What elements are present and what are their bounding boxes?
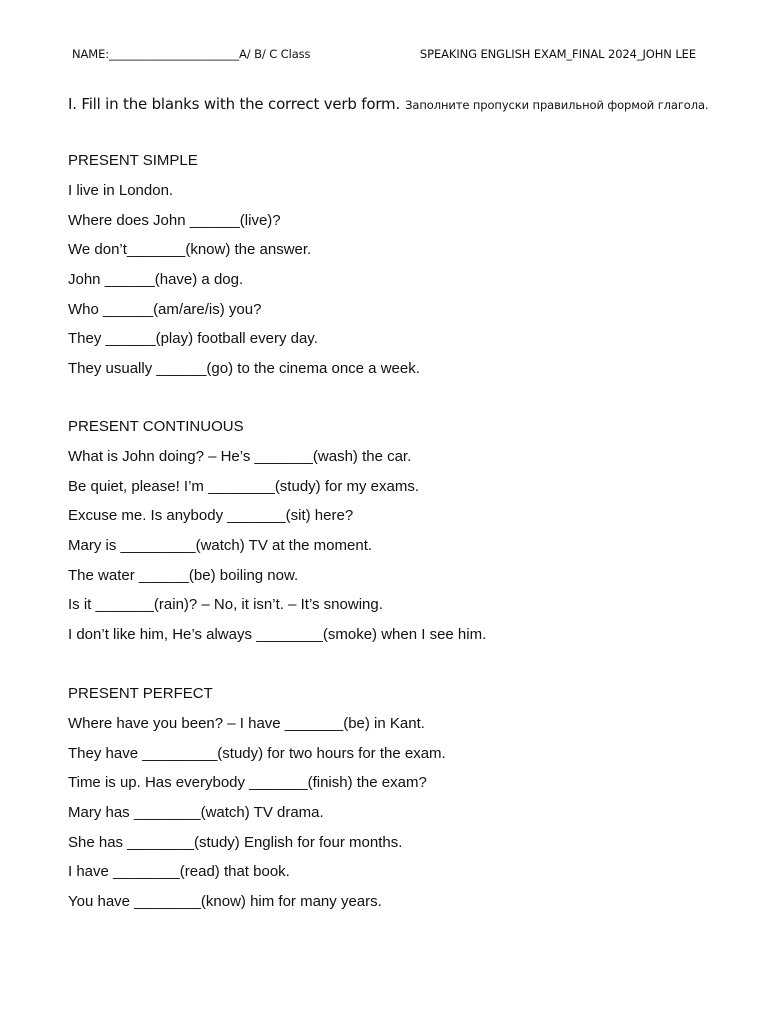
section-present-simple <box>68 151 728 389</box>
exercise-line: Is it _______(rain)? – No, it isn’t. – It’s snowing. <box>68 596 383 614</box>
exercise-line: What is John doing? – He’s _______(wash) the car. <box>68 448 412 465</box>
exercise-line: I don’t like him, He’s always ________(smoke) when I see him. <box>68 626 487 644</box>
page-header <box>72 47 702 65</box>
exercise-line: I have ________(read) that book. <box>68 863 290 881</box>
exercise-line: I live in London. <box>68 182 174 199</box>
section-title: PRESENT CONTINUOUS <box>68 418 244 435</box>
exercise-line: John ______(have) a dog. <box>68 271 244 289</box>
exercise-line: Who ______(am/are/is) you? <box>68 300 262 318</box>
instruction-english: I. Fill in the blanks with the correct verb form. <box>68 95 401 113</box>
exercise-line: Mary is _________(watch) TV at the moment. <box>68 537 373 555</box>
exercise-line: They have _________(study) for two hours for the exam. <box>68 744 446 762</box>
exercise-line: Where does John ______(live)? <box>68 211 281 229</box>
exercise-line: Be quiet, please! I’m ________(study) for my exams. <box>68 477 420 495</box>
instruction-heading <box>68 94 718 113</box>
exercise-line: We don’t_______(know) the answer. <box>68 241 312 259</box>
exercise-line: She has ________(study) English for four months. <box>68 833 403 851</box>
name-class-line: NAME:_______________________A/ B/ C Class <box>72 47 311 61</box>
exercise-line: The water ______(be) boiling now. <box>68 566 299 584</box>
exercise-line: You have ________(know) him for many years. <box>68 893 382 911</box>
section-title: PRESENT PERFECT <box>68 685 213 702</box>
exam-title: SPEAKING ENGLISH EXAM_FINAL 2024_JOHN LEE <box>419 47 696 61</box>
instruction-russian: Заполните пропуски правильной формой глагола. <box>405 98 709 112</box>
exercise-line: They usually ______(go) to the cinema once a week. <box>68 360 420 378</box>
exercise-line: Mary has ________(watch) TV drama. <box>68 804 324 822</box>
exercise-line: Time is up. Has everybody _______(finish) the exam? <box>68 774 427 792</box>
section-present-continuous <box>68 417 728 655</box>
section-present-perfect <box>68 684 728 922</box>
exercise-line: Excuse me. Is anybody _______(sit) here? <box>68 507 354 525</box>
exercise-line: They ______(play) football every day. <box>68 330 318 348</box>
exercise-line: Where have you been? – I have _______(be) in Kant. <box>68 715 425 732</box>
section-title: PRESENT SIMPLE <box>68 152 198 169</box>
